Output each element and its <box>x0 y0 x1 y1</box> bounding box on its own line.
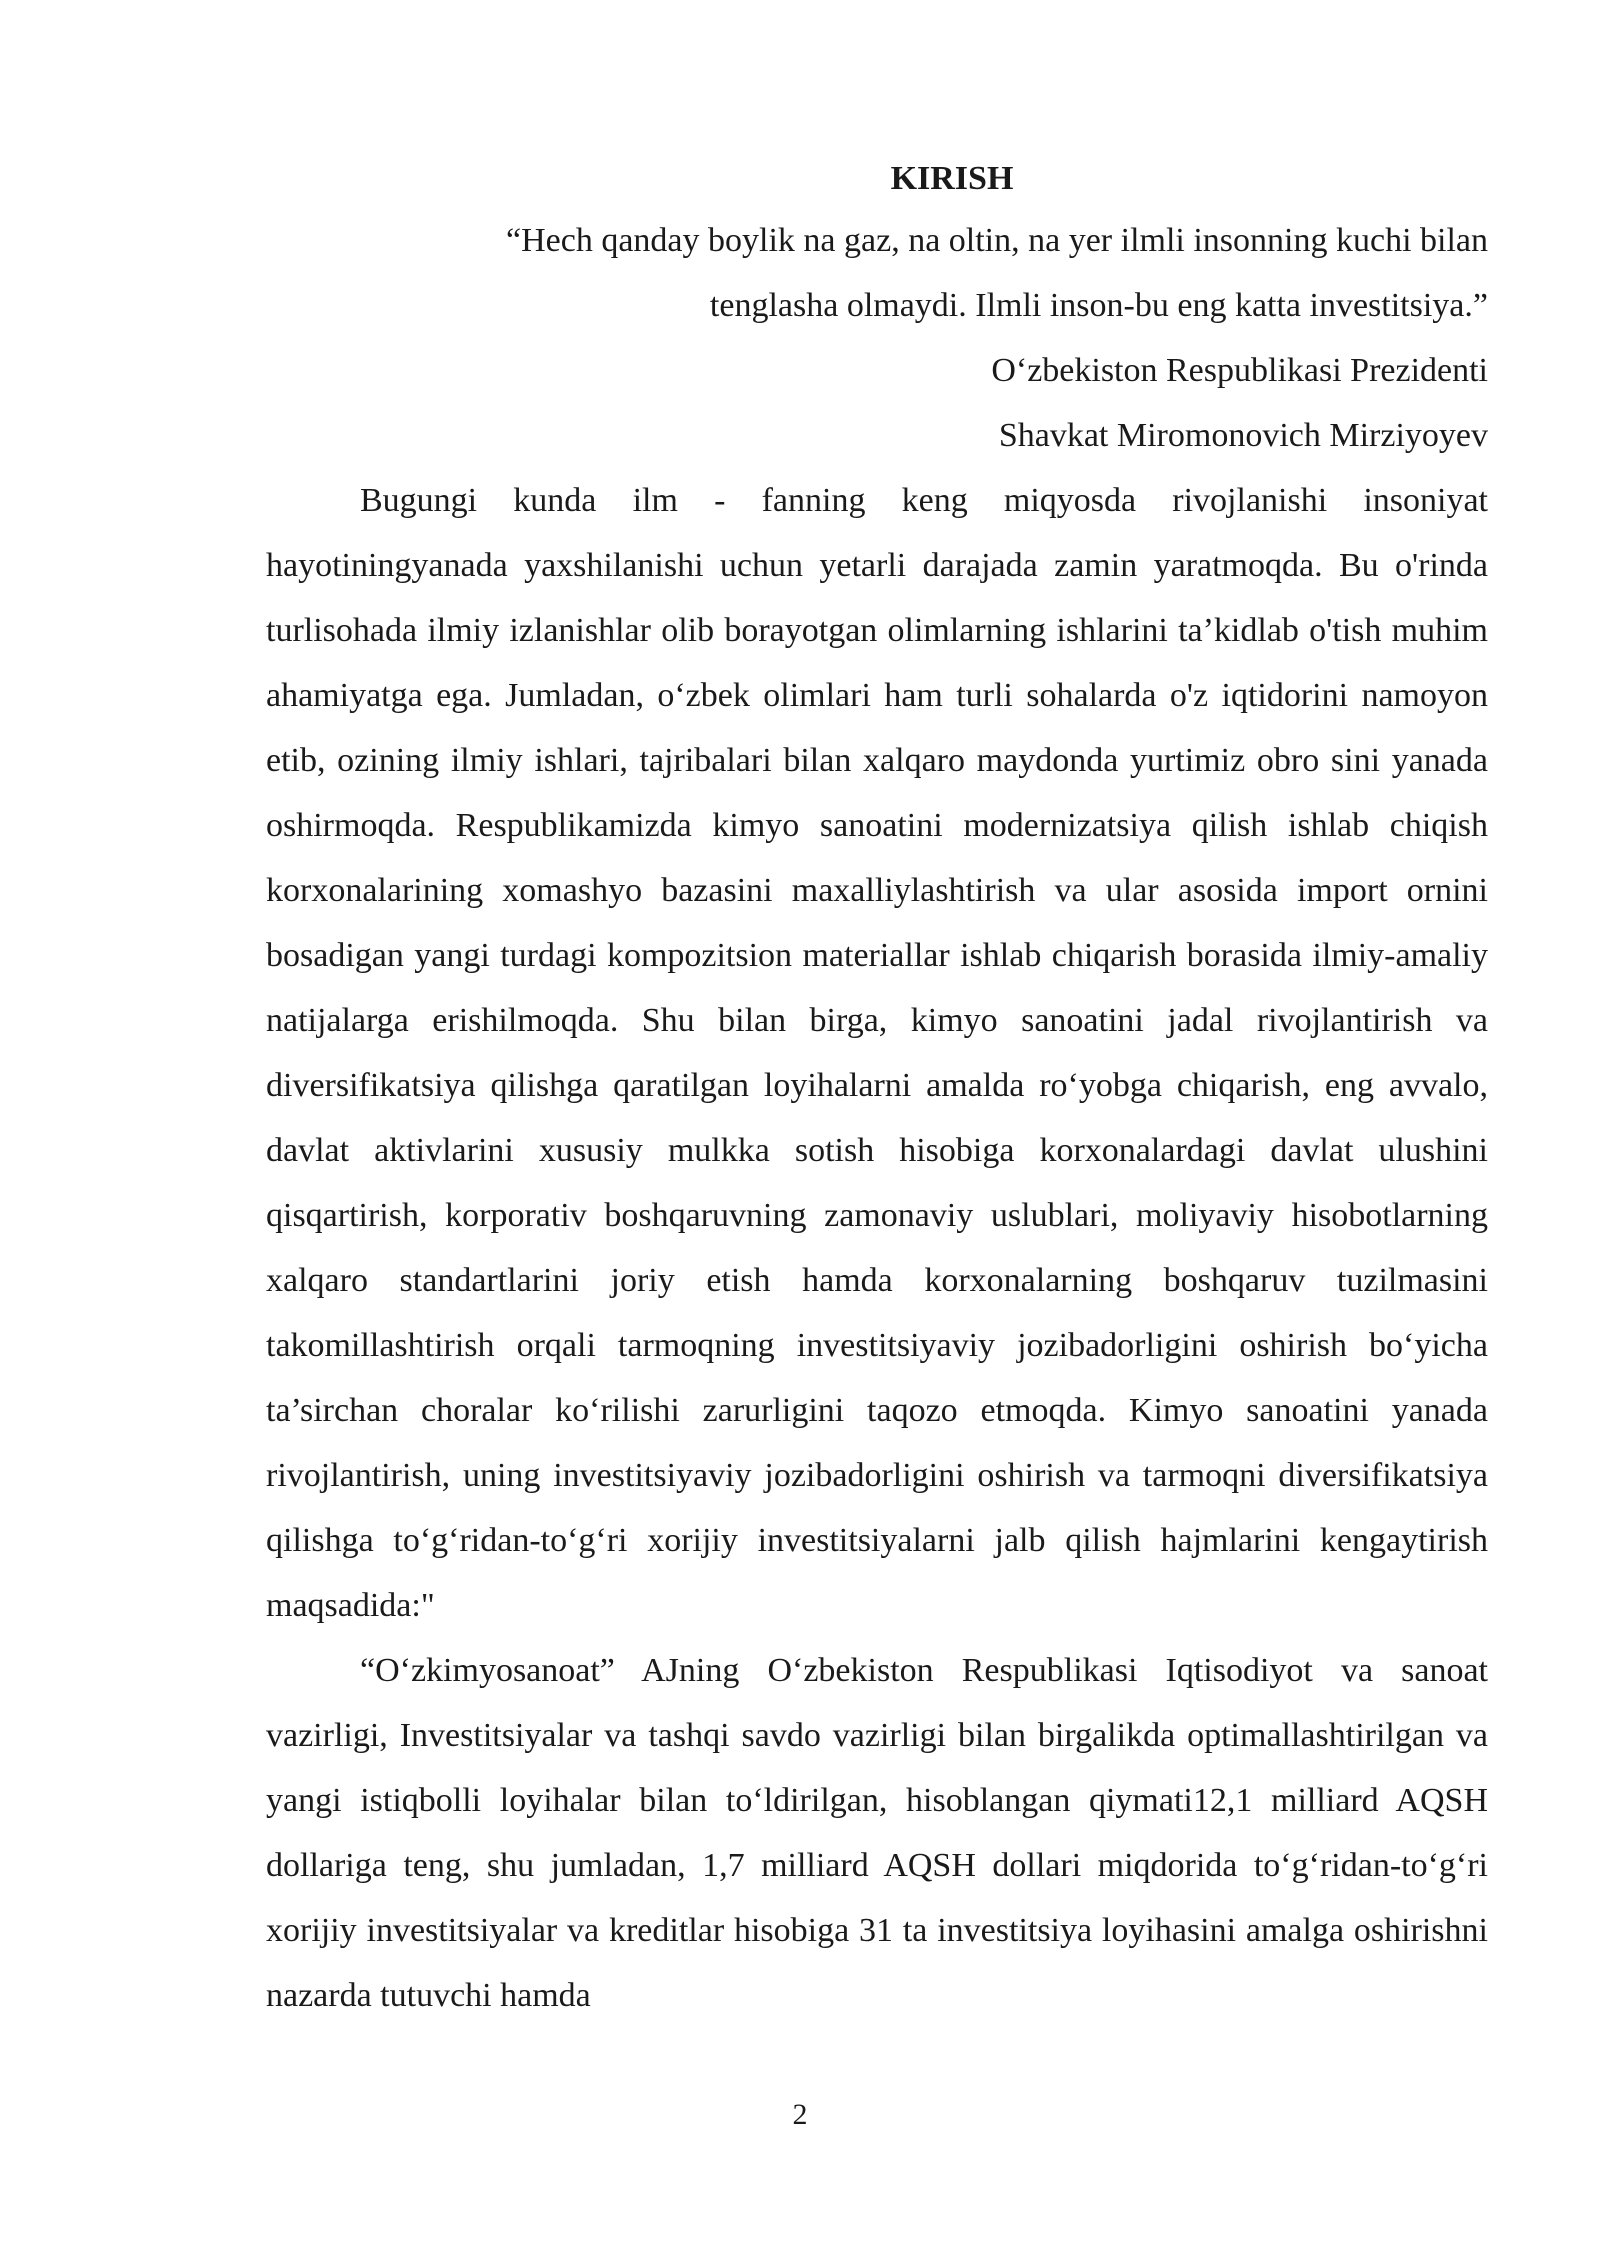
epigraph-line-1: “Hech qanday boylik na gaz, na oltin, na yer ilmli insonning kuchi bilan <box>506 222 1488 259</box>
attribution-name: Shavkat Miromonovich Mirziyoyev <box>998 417 1488 454</box>
page-title: KIRISH <box>890 160 1014 197</box>
epigraph-line-2: tenglasha olmaydi. Ilmli inson-bu eng katta investitsiya.” <box>709 287 1488 324</box>
document-page <box>266 150 1488 2028</box>
attribution-title: O‘zbekiston Respublikasi Prezidenti <box>991 352 1488 389</box>
body-paragraph-1: Bugungi kunda ilm - fanning keng miqyosda rivojlanishi insoniyat hayotiningyanada yaxshilanishi uchun yetarli darajada zamin yaratmoqda. Bu o'rinda turlisohada ilmiy izlanishlar olib borayotgan olimlarning ishlarini ta’kidlab o'tish muhim ahamiyatga ega. Jumladan, o‘zbek olimlari ham turli sohalarda o'z iqtidorini namoyon etib, ozining ilmiy ishlari, tajribalari bilan xalqaro maydonda yurtimiz obro sini yanada oshirmoqda. Respublikamizda kimyo sanoatini modernizatsiya qilish ishlab chiqish korxonalarining xomashyo bazasini maxalliylashtirish va ular asosida import ornini bosadigan yangi turdagi kompozitsion materiallar ishlab chiqarish borasida ilmiy-amaliy natijalarga erishilmoqda. Shu bilan birga, kimyo sanoatini jadal rivojlantirish va diversifikatsiya qilishga qaratilgan loyihalarni amalda ro‘yobga chiqarish, eng avvalo, davlat aktivlarini xususiy mulkka sotish hisobiga korxonalardagi davlat ulushini qisqartirish, korporativ boshqaruvning zamonaviy uslublari, moliyaviy hisobotlarning xalqaro standartlarini joriy etish hamda korxonalarning boshqaruv tuzilmasini takomillashtirish orqali tarmoqning investitsiyaviy jozibadorligini oshirish bo‘yicha ta’sirchan choralar ko‘rilishi zarurligini taqozo etmoqda. Kimyo sanoatini yanada rivojlantirish, uning investitsiyaviy jozibadorligini oshirish va tarmoqni diversifikatsiya qilishga to‘g‘ridan-to‘g‘ri xorijiy investitsiyalarni jalb qilish hajmlarini kengaytirish maqsadida:" <box>266 482 1488 1624</box>
body-paragraph-2: “O‘zkimyosanoat” AJning O‘zbekiston Respublikasi Iqtisodiyot va sanoat vazirligi, Investitsiyalar va tashqi savdo vazirligi bilan birgalikda optimallashtirilgan va yangi istiqbolli loyihalar bilan to‘ldirilgan, hisoblangan qiymati12,1 milliard AQSH dollariga teng, shu jumladan, 1,7 milliard AQSH dollari miqdorida to‘g‘ridan-to‘g‘ri xorijiy investitsiyalar va kreditlar hisobiga 31 ta investitsiya loyihasini amalga oshirishni nazarda tutuvchi hamda <box>266 1652 1488 2014</box>
page-number: 2 <box>792 2098 808 2131</box>
